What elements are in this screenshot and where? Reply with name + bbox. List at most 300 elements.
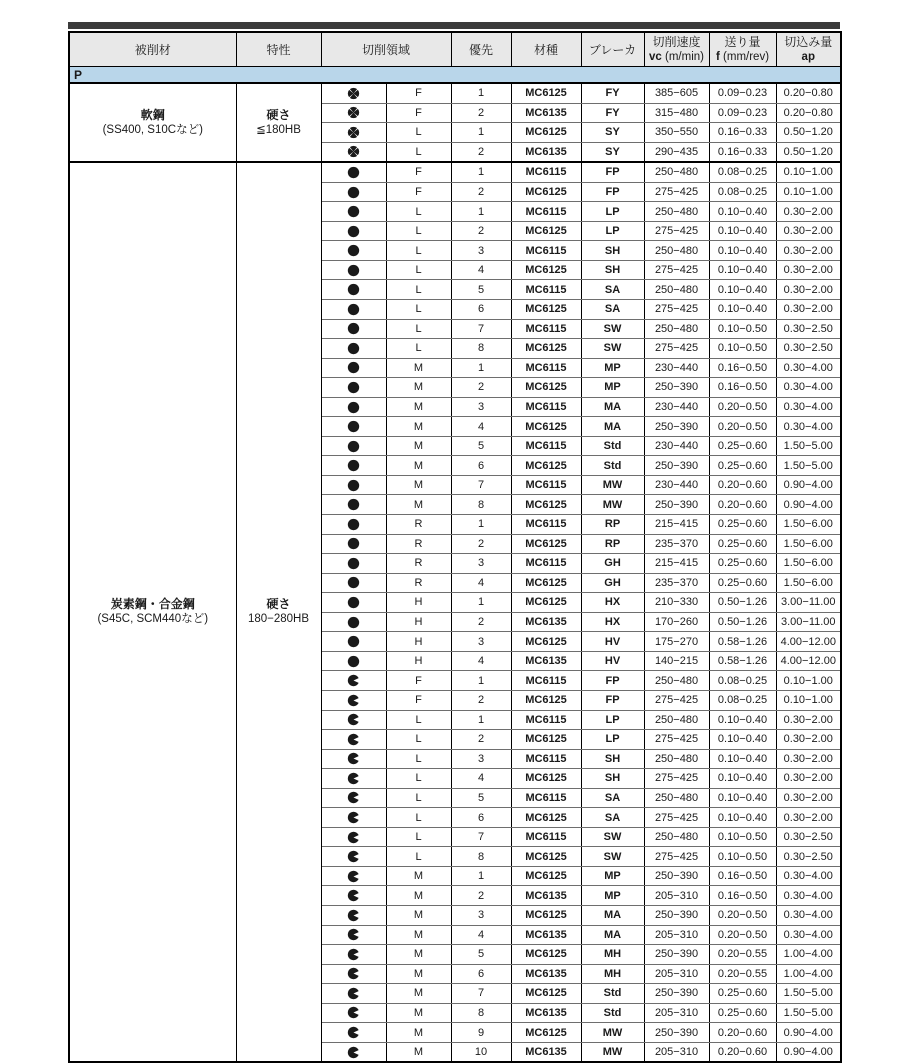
cutting-area-letter: L	[386, 339, 451, 359]
cutting-speed-cell: 250−390	[644, 417, 709, 437]
cutting-area-letter: L	[386, 280, 451, 300]
feed-cell: 0.10−0.50	[709, 319, 776, 339]
notched-circle-icon	[347, 967, 360, 980]
breaker-cell: SA	[581, 788, 644, 808]
notched-circle-icon	[347, 850, 360, 863]
priority-cell: 1	[451, 123, 511, 143]
cutting-area-icon-cell	[321, 847, 386, 867]
priority-cell: 4	[451, 769, 511, 789]
cutting-area-letter: R	[386, 515, 451, 535]
breaker-cell: HV	[581, 651, 644, 671]
feed-cell: 0.09−0.23	[709, 83, 776, 103]
grade-cell: MC6125	[511, 339, 581, 359]
notched-circle-icon	[347, 733, 360, 746]
priority-cell: 2	[451, 221, 511, 241]
grade-cell: MC6115	[511, 241, 581, 261]
grade-cell: MC6125	[511, 808, 581, 828]
filled-circle-icon	[347, 440, 360, 453]
cutting-area-letter: L	[386, 769, 451, 789]
priority-cell: 1	[451, 515, 511, 535]
breaker-cell: MW	[581, 475, 644, 495]
cutting-area-icon-cell	[321, 260, 386, 280]
cutting-area-icon-cell	[321, 554, 386, 574]
priority-cell: 3	[451, 241, 511, 261]
cutting-area-letter: M	[386, 417, 451, 437]
cutting-area-letter: L	[386, 788, 451, 808]
depth-of-cut-cell: 1.50−5.00	[776, 984, 841, 1004]
cutting-speed-cell: 205−310	[644, 964, 709, 984]
cutting-area-icon-cell	[321, 123, 386, 143]
grade-cell: MC6125	[511, 495, 581, 515]
breaker-cell: FP	[581, 690, 644, 710]
cutting-area-icon-cell	[321, 769, 386, 789]
grade-cell: MC6115	[511, 554, 581, 574]
breaker-cell: FP	[581, 671, 644, 691]
notched-circle-icon	[347, 713, 360, 726]
priority-cell: 7	[451, 984, 511, 1004]
header-feed	[709, 32, 776, 67]
grade-cell: MC6125	[511, 1023, 581, 1043]
breaker-cell: SA	[581, 280, 644, 300]
grade-cell: MC6135	[511, 1003, 581, 1023]
quad-wedge-icon	[347, 87, 360, 100]
depth-of-cut-cell: 4.00−12.00	[776, 651, 841, 671]
cutting-area-letter: R	[386, 554, 451, 574]
cutting-area-icon-cell	[321, 534, 386, 554]
cutting-area-letter: M	[386, 378, 451, 398]
depth-of-cut-cell: 0.30−2.50	[776, 319, 841, 339]
feed-cell: 0.16−0.50	[709, 358, 776, 378]
feed-cell: 0.10−0.40	[709, 808, 776, 828]
grade-cell: MC6125	[511, 300, 581, 320]
depth-of-cut-cell: 4.00−12.00	[776, 632, 841, 652]
cutting-area-icon-cell	[321, 83, 386, 103]
cutting-area-letter: M	[386, 866, 451, 886]
cutting-area-icon-cell	[321, 886, 386, 906]
cutting-speed-cell: 385−605	[644, 83, 709, 103]
depth-of-cut-cell: 0.30−4.00	[776, 417, 841, 437]
priority-cell: 7	[451, 475, 511, 495]
feed-cell: 0.08−0.25	[709, 162, 776, 182]
depth-of-cut-cell: 0.30−2.00	[776, 730, 841, 750]
breaker-cell: FY	[581, 103, 644, 123]
quad-wedge-icon	[347, 106, 360, 119]
depth-of-cut-cell: 1.00−4.00	[776, 945, 841, 965]
cutting-area-letter: F	[386, 690, 451, 710]
cutting-speed-cell: 315−480	[644, 103, 709, 123]
priority-cell: 5	[451, 436, 511, 456]
cutting-area-icon-cell	[321, 573, 386, 593]
breaker-cell: MA	[581, 925, 644, 945]
priority-cell: 7	[451, 319, 511, 339]
feed-cell: 0.10−0.40	[709, 221, 776, 241]
cutting-area-icon-cell	[321, 142, 386, 162]
cutting-area-icon-cell	[321, 632, 386, 652]
grade-cell: MC6125	[511, 83, 581, 103]
filled-circle-icon	[347, 303, 360, 316]
breaker-cell: MA	[581, 905, 644, 925]
notched-circle-icon	[347, 987, 360, 1000]
cutting-area-letter: M	[386, 945, 451, 965]
feed-cell: 0.10−0.40	[709, 260, 776, 280]
table-row	[69, 162, 841, 182]
cutting-speed-cell: 275−425	[644, 769, 709, 789]
grade-cell: MC6115	[511, 358, 581, 378]
header-doc-jp: 切込み量	[784, 35, 833, 49]
cutting-area-letter: R	[386, 534, 451, 554]
grade-cell: MC6135	[511, 142, 581, 162]
feed-cell: 0.08−0.25	[709, 690, 776, 710]
filled-circle-icon	[347, 518, 360, 531]
cutting-speed-cell: 250−390	[644, 495, 709, 515]
priority-cell: 3	[451, 749, 511, 769]
breaker-cell: MA	[581, 417, 644, 437]
cutting-area-letter: R	[386, 573, 451, 593]
feed-cell: 0.10−0.40	[709, 300, 776, 320]
table-row	[69, 83, 841, 103]
feed-cell: 0.20−0.60	[709, 1042, 776, 1062]
depth-of-cut-cell: 0.30−4.00	[776, 925, 841, 945]
feed-cell: 0.16−0.33	[709, 142, 776, 162]
breaker-cell: MH	[581, 964, 644, 984]
priority-cell: 6	[451, 808, 511, 828]
depth-of-cut-cell: 1.50−6.00	[776, 515, 841, 535]
filled-circle-icon	[347, 576, 360, 589]
grade-cell: MC6115	[511, 280, 581, 300]
cutting-area-icon-cell	[321, 710, 386, 730]
feed-cell: 0.16−0.50	[709, 866, 776, 886]
breaker-cell: MP	[581, 358, 644, 378]
feed-cell: 0.25−0.60	[709, 456, 776, 476]
depth-of-cut-cell: 0.30−2.00	[776, 300, 841, 320]
cutting-area-letter: L	[386, 847, 451, 867]
cutting-area-letter: M	[386, 358, 451, 378]
depth-of-cut-cell: 0.30−4.00	[776, 886, 841, 906]
cutting-speed-cell: 250−390	[644, 866, 709, 886]
grade-cell: MC6125	[511, 260, 581, 280]
cutting-area-letter: L	[386, 142, 451, 162]
breaker-cell: RP	[581, 534, 644, 554]
cutting-area-icon-cell	[321, 378, 386, 398]
priority-cell: 1	[451, 593, 511, 613]
grade-cell: MC6115	[511, 475, 581, 495]
breaker-cell: LP	[581, 221, 644, 241]
breaker-cell: MH	[581, 945, 644, 965]
depth-of-cut-cell: 3.00−11.00	[776, 593, 841, 613]
grade-cell: MC6115	[511, 788, 581, 808]
breaker-cell: SY	[581, 123, 644, 143]
cutting-area-letter: M	[386, 905, 451, 925]
cutting-speed-cell: 250−480	[644, 749, 709, 769]
priority-cell: 3	[451, 554, 511, 574]
priority-cell: 2	[451, 730, 511, 750]
breaker-cell: HV	[581, 632, 644, 652]
depth-of-cut-cell: 0.90−4.00	[776, 475, 841, 495]
depth-of-cut-cell: 0.30−2.00	[776, 221, 841, 241]
filled-circle-icon	[347, 205, 360, 218]
priority-cell: 3	[451, 905, 511, 925]
header-grade: 材種	[511, 32, 581, 67]
filled-circle-icon	[347, 635, 360, 648]
priority-cell: 6	[451, 964, 511, 984]
header-row	[69, 32, 841, 67]
grade-cell: MC6115	[511, 319, 581, 339]
header-feed-jp: 送り量	[724, 35, 761, 49]
grade-cell: MC6135	[511, 103, 581, 123]
priority-cell: 8	[451, 495, 511, 515]
header-f-symbol: f	[716, 51, 720, 63]
cutting-area-letter: M	[386, 1042, 451, 1062]
notched-circle-icon	[347, 791, 360, 804]
depth-of-cut-cell: 0.90−4.00	[776, 1042, 841, 1062]
cutting-speed-cell: 250−480	[644, 202, 709, 222]
grade-cell: MC6125	[511, 573, 581, 593]
breaker-cell: SH	[581, 769, 644, 789]
grade-cell: MC6125	[511, 905, 581, 925]
feed-cell: 0.10−0.40	[709, 280, 776, 300]
feed-cell: 0.20−0.50	[709, 417, 776, 437]
filled-circle-icon	[347, 381, 360, 394]
filled-circle-icon	[347, 596, 360, 609]
cutting-area-letter: L	[386, 710, 451, 730]
feed-cell: 0.09−0.23	[709, 103, 776, 123]
feed-cell: 0.25−0.60	[709, 554, 776, 574]
grade-cell: MC6115	[511, 397, 581, 417]
filled-circle-icon	[347, 342, 360, 355]
feed-cell: 0.10−0.50	[709, 847, 776, 867]
cutting-area-icon-cell	[321, 808, 386, 828]
feed-cell: 0.25−0.60	[709, 515, 776, 535]
cutting-area-letter: F	[386, 671, 451, 691]
cutting-area-letter: L	[386, 260, 451, 280]
cutting-area-icon-cell	[321, 103, 386, 123]
grade-cell: MC6135	[511, 612, 581, 632]
cutting-speed-cell: 215−415	[644, 554, 709, 574]
cutting-area-icon-cell	[321, 475, 386, 495]
notched-circle-icon	[347, 1006, 360, 1019]
cutting-area-icon-cell	[321, 690, 386, 710]
property-hardness-range: ≦180HB	[256, 123, 301, 136]
cutting-speed-cell: 250−390	[644, 984, 709, 1004]
priority-cell: 2	[451, 182, 511, 202]
filled-circle-icon	[347, 655, 360, 668]
feed-cell: 0.25−0.60	[709, 984, 776, 1004]
grade-cell: MC6125	[511, 378, 581, 398]
breaker-cell: MP	[581, 886, 644, 906]
cutting-speed-cell: 250−480	[644, 280, 709, 300]
cutting-speed-cell: 250−390	[644, 1023, 709, 1043]
grade-cell: MC6125	[511, 593, 581, 613]
cutting-speed-cell: 205−310	[644, 925, 709, 945]
filled-circle-icon	[347, 459, 360, 472]
depth-of-cut-cell: 0.10−1.00	[776, 162, 841, 182]
notched-circle-icon	[347, 1026, 360, 1039]
grade-cell: MC6115	[511, 436, 581, 456]
cutting-speed-cell: 230−440	[644, 397, 709, 417]
depth-of-cut-cell: 0.30−4.00	[776, 358, 841, 378]
cutting-area-icon-cell	[321, 339, 386, 359]
breaker-cell: Std	[581, 436, 644, 456]
priority-cell: 7	[451, 827, 511, 847]
cutting-area-icon-cell	[321, 788, 386, 808]
cutting-area-icon-cell	[321, 417, 386, 437]
work-material-name: 炭素鋼・合金鋼	[110, 597, 195, 612]
cutting-speed-cell: 170−260	[644, 612, 709, 632]
header-cutting-speed	[644, 32, 709, 67]
feed-cell: 0.20−0.60	[709, 495, 776, 515]
grade-cell: MC6115	[511, 515, 581, 535]
cutting-area-icon-cell	[321, 1003, 386, 1023]
depth-of-cut-cell: 0.50−1.20	[776, 142, 841, 162]
priority-cell: 2	[451, 690, 511, 710]
grade-cell: MC6125	[511, 417, 581, 437]
feed-cell: 0.16−0.50	[709, 886, 776, 906]
depth-of-cut-cell: 0.90−4.00	[776, 495, 841, 515]
section-label-p: P	[69, 67, 841, 84]
cutting-conditions-table-wrap	[68, 22, 840, 1063]
priority-cell: 4	[451, 573, 511, 593]
work-material-cell	[69, 83, 236, 162]
filled-circle-icon	[347, 498, 360, 511]
filled-circle-icon	[347, 361, 360, 374]
cutting-speed-cell: 205−310	[644, 886, 709, 906]
cutting-speed-cell: 210−330	[644, 593, 709, 613]
feed-cell: 0.20−0.50	[709, 925, 776, 945]
cutting-area-letter: F	[386, 83, 451, 103]
cutting-area-letter: L	[386, 730, 451, 750]
filled-circle-icon	[347, 616, 360, 629]
cutting-area-icon-cell	[321, 905, 386, 925]
priority-cell: 4	[451, 417, 511, 437]
priority-cell: 3	[451, 632, 511, 652]
feed-cell: 0.08−0.25	[709, 671, 776, 691]
priority-cell: 6	[451, 300, 511, 320]
cutting-area-letter: M	[386, 1003, 451, 1023]
cutting-speed-cell: 235−370	[644, 573, 709, 593]
priority-cell: 1	[451, 83, 511, 103]
priority-cell: 2	[451, 142, 511, 162]
cutting-area-letter: M	[386, 397, 451, 417]
feed-cell: 0.20−0.55	[709, 945, 776, 965]
cutting-speed-cell: 250−480	[644, 710, 709, 730]
breaker-cell: SW	[581, 847, 644, 867]
grade-cell: MC6125	[511, 221, 581, 241]
feed-cell: 0.10−0.40	[709, 749, 776, 769]
cutting-speed-cell: 250−390	[644, 905, 709, 925]
cutting-area-letter: M	[386, 925, 451, 945]
cutting-speed-cell: 235−370	[644, 534, 709, 554]
filled-circle-icon	[347, 283, 360, 296]
cutting-area-icon-cell	[321, 749, 386, 769]
depth-of-cut-cell: 1.50−6.00	[776, 534, 841, 554]
filled-circle-icon	[347, 401, 360, 414]
breaker-cell: GH	[581, 573, 644, 593]
cutting-speed-cell: 215−415	[644, 515, 709, 535]
cutting-area-letter: H	[386, 651, 451, 671]
cutting-area-letter: M	[386, 984, 451, 1004]
breaker-cell: MW	[581, 1042, 644, 1062]
breaker-cell: SY	[581, 142, 644, 162]
depth-of-cut-cell: 0.30−2.00	[776, 749, 841, 769]
cutting-speed-cell: 250−480	[644, 671, 709, 691]
grade-cell: MC6125	[511, 456, 581, 476]
header-cutting-area: 切削領域	[321, 32, 451, 67]
depth-of-cut-cell: 0.30−2.50	[776, 339, 841, 359]
feed-cell: 0.10−0.40	[709, 241, 776, 261]
cutting-area-letter: M	[386, 456, 451, 476]
cutting-speed-cell: 250−390	[644, 945, 709, 965]
filled-circle-icon	[347, 557, 360, 570]
feed-cell: 0.25−0.60	[709, 534, 776, 554]
priority-cell: 8	[451, 847, 511, 867]
header-ap-symbol: ap	[801, 51, 815, 63]
notched-circle-icon	[347, 752, 360, 765]
work-material-examples: (S45C, SCM440など)	[97, 613, 209, 626]
grade-cell: MC6125	[511, 847, 581, 867]
depth-of-cut-cell: 1.00−4.00	[776, 964, 841, 984]
cutting-area-icon-cell	[321, 300, 386, 320]
breaker-cell: Std	[581, 984, 644, 1004]
cutting-area-icon-cell	[321, 436, 386, 456]
work-material-examples: (SS400, S10Cなど)	[102, 123, 203, 136]
work-material-cell	[69, 162, 236, 1062]
cutting-area-icon-cell	[321, 593, 386, 613]
section-banner-row	[69, 67, 841, 84]
filled-circle-icon	[347, 322, 360, 335]
depth-of-cut-cell: 0.30−4.00	[776, 905, 841, 925]
priority-cell: 8	[451, 339, 511, 359]
cutting-area-letter: L	[386, 241, 451, 261]
notched-circle-icon	[347, 831, 360, 844]
cutting-speed-cell: 275−425	[644, 221, 709, 241]
depth-of-cut-cell: 0.30−2.50	[776, 827, 841, 847]
depth-of-cut-cell: 0.10−1.00	[776, 690, 841, 710]
grade-cell: MC6135	[511, 925, 581, 945]
grade-cell: MC6115	[511, 671, 581, 691]
cutting-area-letter: M	[386, 886, 451, 906]
depth-of-cut-cell: 0.30−2.00	[776, 280, 841, 300]
cutting-area-icon-cell	[321, 866, 386, 886]
cutting-speed-cell: 250−480	[644, 319, 709, 339]
notched-circle-icon	[347, 694, 360, 707]
grade-cell: MC6115	[511, 827, 581, 847]
feed-cell: 0.58−1.26	[709, 651, 776, 671]
breaker-cell: SW	[581, 319, 644, 339]
depth-of-cut-cell: 0.30−2.00	[776, 808, 841, 828]
grade-cell: MC6115	[511, 749, 581, 769]
breaker-cell: FP	[581, 182, 644, 202]
filled-circle-icon	[347, 225, 360, 238]
grade-cell: MC6125	[511, 769, 581, 789]
cutting-speed-cell: 250−480	[644, 162, 709, 182]
depth-of-cut-cell: 0.90−4.00	[776, 1023, 841, 1043]
priority-cell: 1	[451, 671, 511, 691]
feed-cell: 0.16−0.33	[709, 123, 776, 143]
property-cell	[236, 83, 321, 162]
breaker-cell: FY	[581, 83, 644, 103]
depth-of-cut-cell: 1.50−5.00	[776, 456, 841, 476]
cutting-area-icon-cell	[321, 730, 386, 750]
quad-wedge-icon	[347, 126, 360, 139]
cutting-area-icon-cell	[321, 925, 386, 945]
cutting-speed-cell: 290−435	[644, 142, 709, 162]
cutting-speed-cell: 250−480	[644, 241, 709, 261]
grade-cell: MC6125	[511, 632, 581, 652]
depth-of-cut-cell: 1.50−6.00	[776, 554, 841, 574]
feed-cell: 0.25−0.60	[709, 1003, 776, 1023]
cutting-speed-cell: 275−425	[644, 730, 709, 750]
cutting-speed-cell: 205−310	[644, 1042, 709, 1062]
